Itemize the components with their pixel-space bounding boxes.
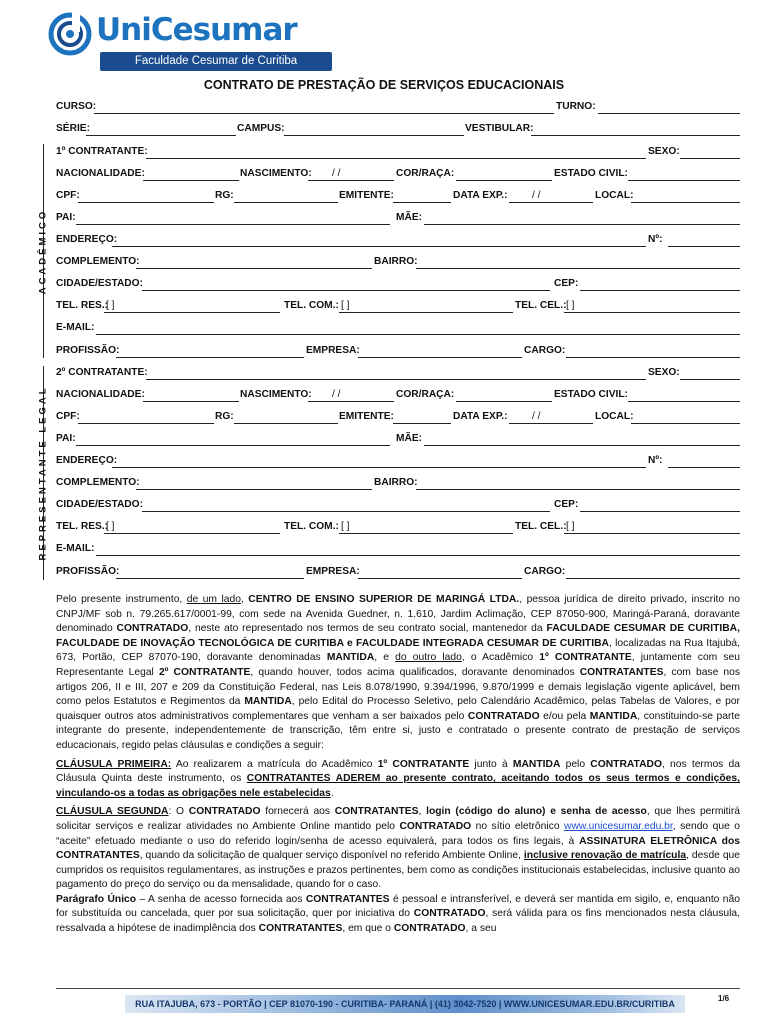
brand-name: UniCesumar xyxy=(96,12,297,48)
s2-contratante-field[interactable] xyxy=(146,367,646,380)
campus-field[interactable] xyxy=(284,123,464,136)
s1-row-cidade xyxy=(56,278,740,294)
text: MANTIDA xyxy=(326,652,375,664)
text: , e xyxy=(374,652,396,664)
s2-local-field[interactable] xyxy=(631,411,740,424)
s2-tel-res-label: TEL. RES.: xyxy=(56,521,109,532)
text: CONTRATADO xyxy=(116,623,189,635)
text: CONTRATADO xyxy=(590,758,662,770)
serie-label: SÉRIE: xyxy=(56,123,90,134)
s2-row-email xyxy=(56,543,740,559)
text: fornecerá aos xyxy=(260,806,335,818)
s1-row-complemento xyxy=(56,256,740,272)
s1-emitente-label: EMITENTE: xyxy=(339,190,394,201)
s1-nacionalidade-field[interactable] xyxy=(143,168,239,181)
s2-tel-com-label: TEL. COM.: xyxy=(284,521,339,532)
s1-row-tel xyxy=(56,300,740,316)
s2-emitente-label: EMITENTE: xyxy=(339,411,394,422)
s1-local-label: LOCAL: xyxy=(595,190,634,201)
text: inclusive renovação de matrícula xyxy=(523,850,687,862)
turno-field[interactable] xyxy=(598,101,740,114)
s1-data-exp-sep: / / xyxy=(532,190,541,201)
s2-cep-field[interactable] xyxy=(580,499,740,512)
s2-cidade-field[interactable] xyxy=(142,499,550,512)
s2-numero-field[interactable] xyxy=(668,455,740,468)
page-number: 1/6 xyxy=(718,994,730,1003)
row-curso xyxy=(56,101,740,117)
paragraph-title: Parágrafo Único xyxy=(56,893,137,905)
s2-mae-label: MÃE: xyxy=(396,433,423,444)
s1-mae-field[interactable] xyxy=(424,212,740,225)
text: , quando da solicitação de qualquer serviço disponível no referido Ambiente Online, xyxy=(139,850,524,862)
text: , o Acadêmico xyxy=(461,652,540,664)
text: , pelo Edital do Processo Seletivo, pelo Calendário Acadêmico, pelas Tabelas de Valores, e por quaisquer outros atos administrativos complementares que venham a ser baixados pelo xyxy=(56,696,740,722)
s1-tel-res-bracket: [ ] xyxy=(106,300,115,311)
text: , com base nos artigos 206, II e III, 207 e 209 da Constituição Federal, nas Leis 8.078/1990, 9.394/1996, 9.870/1999 e demais legislação vigente aplicável, bem como pelos Estatutos e Regimentos da xyxy=(56,666,741,708)
s1-nascimento-label: NASCIMENTO: xyxy=(240,168,312,179)
footer-divider xyxy=(56,988,740,989)
contract-body xyxy=(56,593,740,937)
text: , neste ato representado nos termos de seu contrato social, mantenedor da xyxy=(188,623,547,635)
document-title: CONTRATO DE PRESTAÇÃO DE SERVIÇOS EDUCACIONAIS xyxy=(203,78,565,92)
s1-cargo-label: CARGO: xyxy=(524,345,566,356)
s1-cpf-field[interactable] xyxy=(78,190,214,203)
s1-row-nacionalidade xyxy=(56,168,740,184)
s2-sexo-field[interactable] xyxy=(680,367,740,380)
footer-address: RUA ITAJUBA, 673 - PORTÃO | CEP 81070-190 - CURITIBA- PARANÁ | (41) 3042-7520 | WWW.UNICESUMAR.EDU.BR/CURITIBA xyxy=(135,999,675,1009)
text: Ao realizarem a matrícula do Acadêmico xyxy=(171,758,378,770)
text: 1º CONTRATANTE xyxy=(539,652,632,664)
s2-row-contratante xyxy=(56,367,740,383)
s2-nascimento-sep: / / xyxy=(332,389,341,400)
s2-estado-civil-field[interactable] xyxy=(628,389,740,402)
s2-empresa-field[interactable] xyxy=(358,566,522,579)
clause-title: CLÁUSULA SEGUNDA xyxy=(56,806,169,818)
text: , que lhes permitirá solicitar serviços e realizar atividades no Ambiente Online mantido pelo xyxy=(56,806,740,832)
serie-field[interactable] xyxy=(86,123,236,136)
s1-nascimento-field[interactable] xyxy=(308,168,394,181)
s1-tel-com-field[interactable] xyxy=(339,300,513,313)
s1-endereco-label: ENDEREÇO: xyxy=(56,234,118,245)
text: , nos termos da Cláusula Quinta deste instrumento, os xyxy=(56,758,740,785)
text: , será válida para os fins mencionados nesta cláusula, ressalvada a hipótese de inadimplência dos xyxy=(56,908,740,935)
s2-cpf-field[interactable] xyxy=(78,411,214,424)
section-academico-label: ACADÊMICO xyxy=(37,208,49,295)
s2-pai-label: PAI: xyxy=(56,433,76,444)
s1-rg-label: RG: xyxy=(215,190,234,201)
text: MANTIDA xyxy=(512,758,561,770)
s1-tel-res-field[interactable] xyxy=(104,300,280,313)
s1-tel-cel-label: TEL. CEL.: xyxy=(515,300,567,311)
text: CONTRATADO xyxy=(188,806,261,818)
s2-cargo-label: CARGO: xyxy=(524,566,566,577)
s1-sexo-label: SEXO: xyxy=(648,146,680,157)
s2-cep-label: CEP: xyxy=(554,499,579,510)
s1-cep-field[interactable] xyxy=(580,278,740,291)
text: : O xyxy=(168,806,189,818)
s1-tel-cel-bracket: [ ] xyxy=(566,300,575,311)
s2-data-exp-field[interactable] xyxy=(509,411,593,424)
s2-row-endereco xyxy=(56,455,740,471)
text: é pessoal e intransferível, e deverá ser mantida em sigilo, e, enquanto não for substituída ou cancelada, quer por sua solicitação, quer por iniciativa do xyxy=(56,893,740,920)
text: , xyxy=(418,806,427,818)
s2-cidade-label: CIDADE/ESTADO: xyxy=(56,499,143,510)
s1-data-exp-field[interactable] xyxy=(509,190,593,203)
s2-tel-cel-label: TEL. CEL.: xyxy=(515,521,567,532)
text: pelo xyxy=(560,758,591,770)
text: CONTRATADO xyxy=(413,908,486,920)
s1-tel-com-bracket: [ ] xyxy=(341,300,350,311)
brand-subtitle: Faculdade Cesumar de Curitiba xyxy=(100,52,332,71)
s1-local-field[interactable] xyxy=(631,190,740,203)
s1-tel-cel-field[interactable] xyxy=(564,300,740,313)
s2-bairro-label: BAIRRO: xyxy=(374,477,418,488)
s2-email-label: E-MAIL: xyxy=(56,543,95,554)
s2-tel-com-field[interactable] xyxy=(339,521,513,534)
s2-tel-com-bracket: [ ] xyxy=(341,521,350,532)
s1-cidade-field[interactable] xyxy=(142,278,550,291)
s2-tel-res-bracket: [ ] xyxy=(106,521,115,532)
s1-cor-field[interactable] xyxy=(456,168,552,181)
text: CONTRATANTES ADEREM ao presente contrato, aceitando todos os seus termos e condições, vinculando-os a todas as obrigações nele estabelecidas xyxy=(56,773,740,799)
text: , xyxy=(240,594,249,605)
s2-cor-field[interactable] xyxy=(456,389,552,402)
s2-row-complemento xyxy=(56,477,740,493)
text: , a seu xyxy=(465,923,497,935)
text: . xyxy=(330,787,334,799)
s1-row-pai xyxy=(56,212,740,228)
s2-nacionalidade-label: NACIONALIDADE: xyxy=(56,389,145,400)
s1-numero-field[interactable] xyxy=(668,234,740,247)
s2-row-pai xyxy=(56,433,740,449)
s2-nascimento-label: NASCIMENTO: xyxy=(240,389,312,400)
s2-sexo-label: SEXO: xyxy=(648,367,680,378)
s1-nacionalidade-label: NACIONALIDADE: xyxy=(56,168,145,179)
text: CONTRATANTES xyxy=(258,923,343,935)
turno-label: TURNO: xyxy=(556,101,596,112)
s2-bairro-field[interactable] xyxy=(416,477,740,490)
text: CONTRATADO xyxy=(467,710,540,722)
s1-sexo-field[interactable] xyxy=(680,146,740,159)
s2-complemento-field[interactable] xyxy=(136,477,372,490)
text: CONTRATADO xyxy=(399,820,472,832)
text: CENTRO DE ENSINO SUPERIOR DE MARINGÁ LTDA. xyxy=(248,594,520,605)
text: e/ou pela xyxy=(539,710,590,722)
text: , em que o xyxy=(342,923,394,935)
s1-pai-field[interactable] xyxy=(76,212,390,225)
text: CONTRATANTES xyxy=(579,666,664,678)
s2-profissao-field[interactable] xyxy=(116,566,304,579)
s2-endereco-label: ENDEREÇO: xyxy=(56,455,118,466)
s1-numero-label: Nº: xyxy=(648,234,663,245)
s2-numero-label: Nº: xyxy=(648,455,663,466)
s2-cor-label: COR/RAÇA: xyxy=(396,389,455,400)
text: Pelo presente instrumento, xyxy=(56,594,187,605)
s1-contratante-label: 1º CONTRATANTE: xyxy=(56,146,148,157)
text: de um lado xyxy=(186,594,241,605)
section-representante-label: REPRESENTANTE LEGAL xyxy=(37,385,49,561)
s1-mae-label: MÃE: xyxy=(396,212,423,223)
vestibular-label: VESTIBULAR: xyxy=(465,123,534,134)
s1-email-label: E-MAIL: xyxy=(56,322,95,333)
s1-estado-civil-label: ESTADO CIVIL: xyxy=(554,168,628,179)
text: junto à xyxy=(469,758,513,770)
campus-label: CAMPUS: xyxy=(237,123,285,134)
s2-complemento-label: COMPLEMENTO: xyxy=(56,477,140,488)
s2-row-nacionalidade xyxy=(56,389,740,405)
text: CONTRATANTES xyxy=(334,806,419,818)
s2-empresa-label: EMPRESA: xyxy=(306,566,360,577)
clause-two xyxy=(56,805,740,893)
s2-cargo-field[interactable] xyxy=(566,566,740,579)
s2-data-exp-label: DATA EXP.: xyxy=(453,411,508,422)
s2-tel-cel-bracket: [ ] xyxy=(566,521,575,532)
text: CONTRATADO xyxy=(393,923,466,935)
s1-cpf-label: CPF: xyxy=(56,190,80,201)
website-link[interactable]: www.unicesumar.edu.br xyxy=(564,820,673,832)
s1-empresa-label: EMPRESA: xyxy=(306,345,360,356)
unicesumar-logo xyxy=(48,10,298,72)
text: , pessoa jurídica de direito privado, inscrito no CNPJ/MF sob n. 79.265.617/0001-99, com sede na Avenida Guedner, n. 1.610, Jardim Aclimação, CEP 87050-900, Maringá-Paraná, doravante denominado xyxy=(56,594,741,635)
s1-emitente-field[interactable] xyxy=(393,190,451,203)
s1-row-email xyxy=(56,322,740,338)
s2-row-profissao xyxy=(56,566,740,582)
s2-profissao-label: PROFISSÃO: xyxy=(56,566,120,577)
s2-rg-label: RG: xyxy=(215,411,234,422)
text: login (código do aluno) e senha de acesso xyxy=(426,806,647,818)
text: 1º CONTRATANTE xyxy=(377,758,470,770)
s1-empresa-field[interactable] xyxy=(358,345,522,358)
text: no sítio eletrônico xyxy=(471,820,565,832)
s2-contratante-label: 2º CONTRATANTE: xyxy=(56,367,148,378)
text: CONTRATANTES xyxy=(305,893,390,905)
s1-row-cpf xyxy=(56,190,740,206)
s1-bairro-label: BAIRRO: xyxy=(374,256,418,267)
preamble-paragraph xyxy=(56,593,740,754)
text: , juntamente com seu Representante Legal xyxy=(56,652,741,678)
s2-row-cidade xyxy=(56,499,740,515)
s1-profissao-field[interactable] xyxy=(116,345,304,358)
text: do outro lado xyxy=(395,652,462,664)
clause-title: CLÁUSULA PRIMEIRA: xyxy=(56,758,172,770)
s2-local-label: LOCAL: xyxy=(595,411,634,422)
s1-endereco-field[interactable] xyxy=(112,234,646,247)
s1-email-field[interactable] xyxy=(96,322,740,335)
s2-tel-cel-field[interactable] xyxy=(564,521,740,534)
curso-field[interactable] xyxy=(94,101,554,114)
s1-cep-label: CEP: xyxy=(554,278,579,289)
s2-nascimento-field[interactable] xyxy=(308,389,394,402)
paragraph-unico xyxy=(56,893,740,937)
s2-row-cpf xyxy=(56,411,740,427)
s2-rg-field[interactable] xyxy=(234,411,338,424)
text: , quando houver, todos acima qualificados, doravante denominados xyxy=(250,666,580,678)
s1-complemento-field[interactable] xyxy=(136,256,372,269)
vestibular-field[interactable] xyxy=(531,123,740,136)
s2-data-exp-sep: / / xyxy=(532,411,541,422)
s1-cidade-label: CIDADE/ESTADO: xyxy=(56,278,143,289)
clause-one xyxy=(56,758,740,802)
s2-mae-field[interactable] xyxy=(424,433,740,446)
text: , sendo que o “aceite” efetuado mediante o uso do referido login/senha de acesso equivalerá, para todos os fins legais, à xyxy=(56,820,740,847)
row-serie xyxy=(56,123,740,139)
s1-profissao-label: PROFISSÃO: xyxy=(56,345,120,356)
s1-row-endereco xyxy=(56,234,740,250)
s1-pai-label: PAI: xyxy=(56,212,76,223)
s1-tel-res-label: TEL. RES.: xyxy=(56,300,109,311)
text: MANTIDA xyxy=(244,696,292,708)
s1-nascimento-sep: / / xyxy=(332,168,341,179)
s2-row-tel xyxy=(56,521,740,537)
text: , constituindo-se parte integrante do presente, independentemente de transcrição, têm entre si, justo e contratado o presente contrato de prestação de serviços educacionais, regido pelas cláusulas e condições a seguir: xyxy=(56,710,741,751)
s1-contratante-field[interactable] xyxy=(146,146,646,159)
s1-row-contratante xyxy=(56,146,740,162)
s1-rg-field[interactable] xyxy=(234,190,338,203)
s2-cpf-label: CPF: xyxy=(56,411,80,422)
s2-endereco-field[interactable] xyxy=(112,455,646,468)
curso-label: CURSO: xyxy=(56,101,97,112)
s1-cargo-field[interactable] xyxy=(566,345,740,358)
s2-estado-civil-label: ESTADO CIVIL: xyxy=(554,389,628,400)
text: , desde que cumpridos os requisitos regulamentares, as instruções e prazos pertinentes, bem como as condições institucionais estabelecidas, inclusive quanto ao pagamento do preço do serviço ou da mensalidade, quando for o caso. xyxy=(56,850,740,891)
text: , localizadas na Rua Itajubá, 673, Portão, CEP 87070-190, doravante denominadas xyxy=(56,637,740,664)
s1-cor-label: COR/RAÇA: xyxy=(396,168,455,179)
s2-emitente-field[interactable] xyxy=(393,411,451,424)
unicesumar-logo-icon xyxy=(48,12,92,56)
text: FACULDADE CESUMAR DE CURITIBA, FACULDADE DE INOVAÇÃO TECNOLÓGICA DE CURITIBA e FACULDADE INTEGRADA CESUMAR DE CURITIBA xyxy=(56,623,740,649)
s1-complemento-label: COMPLEMENTO: xyxy=(56,256,140,267)
s2-nacionalidade-field[interactable] xyxy=(143,389,239,402)
text: MANTIDA xyxy=(589,710,638,722)
text: 2º CONTRATANTE xyxy=(158,666,251,678)
text: ASSINATURA ELETRÔNICA dos CONTRATANTES xyxy=(56,835,740,862)
s1-estado-civil-field[interactable] xyxy=(628,168,740,181)
s2-email-field[interactable] xyxy=(96,543,740,556)
s1-bairro-field[interactable] xyxy=(416,256,740,269)
s2-tel-res-field[interactable] xyxy=(104,521,280,534)
s1-row-profissao xyxy=(56,345,740,361)
s2-pai-field[interactable] xyxy=(76,433,390,446)
s1-tel-com-label: TEL. COM.: xyxy=(284,300,339,311)
s1-data-exp-label: DATA EXP.: xyxy=(453,190,508,201)
text: – A senha de acesso fornecida aos xyxy=(136,893,306,905)
